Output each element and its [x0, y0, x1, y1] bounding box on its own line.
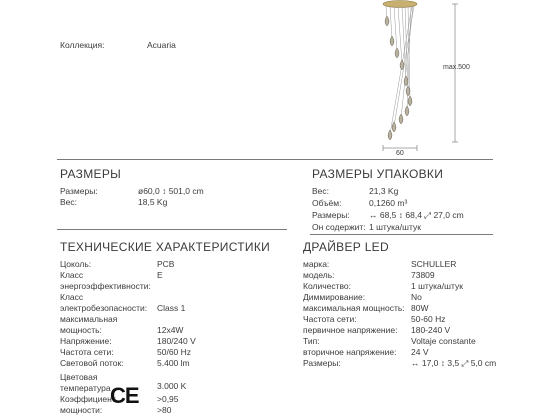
packaging-divider	[310, 234, 493, 235]
row-label: Световой поток:	[60, 358, 124, 368]
row-value: PCB	[157, 259, 175, 269]
technical-table	[60, 259, 300, 419]
technical-heading: ТЕХНИЧЕСКИЕ ХАРАКТЕРИСТИКИ	[60, 240, 271, 254]
row-label: Вес:	[60, 197, 78, 207]
row-value: No	[411, 292, 422, 302]
row-value: E	[157, 270, 163, 280]
row-label: Тип:	[303, 336, 320, 346]
row-label: Количество:	[303, 281, 352, 291]
row-value: 18,5 Kg	[138, 197, 168, 207]
row-label: Размеры:	[60, 186, 98, 196]
row-value: ø60,0 ↕ 501,0 cm	[138, 186, 204, 196]
row-value: 1 штука/штук	[369, 222, 421, 232]
width-dimension-label: 60	[396, 150, 404, 157]
row-label: Цветовая температура	[60, 372, 111, 393]
row-label: Класс электробезопасности:	[60, 292, 148, 313]
row-value: 80W	[411, 303, 429, 313]
row-label: максимальная мощность:	[303, 303, 405, 313]
collection-label: Коллекция:	[60, 40, 105, 50]
height-dimension-label: max.500	[443, 64, 470, 71]
row-label: Объём:	[312, 198, 342, 208]
row-value: 3.000 K	[157, 381, 187, 391]
row-label: Размеры:	[312, 210, 350, 220]
row-label: Частота сети:	[303, 314, 357, 324]
row-value: 180/240 V	[157, 336, 196, 346]
row-label: Коэффициент мощности:	[60, 394, 116, 415]
row-value: 73809	[411, 270, 435, 280]
row-value: 12x4W	[157, 325, 184, 335]
row-value: SCHULLER	[411, 259, 457, 269]
row-value: 24 V	[411, 347, 429, 357]
row-value: ↔ 68,5 ↕ 68,4 ⤢ 27,0 cm	[369, 210, 464, 220]
top-divider	[57, 159, 493, 160]
driver-heading: ДРАЙВЕР LED	[303, 240, 389, 254]
row-label: максимальная мощность:	[60, 314, 118, 335]
collection-value: Acuaria	[147, 40, 176, 50]
row-value: Class 1	[157, 303, 186, 313]
ce-mark-logo: CE	[110, 383, 139, 408]
row-label: Напряжение:	[60, 336, 112, 346]
row-value: >0,95	[157, 394, 179, 404]
row-value: 0,1260 m³	[369, 198, 408, 208]
row-label: Он содержит:	[312, 222, 366, 232]
row-label: первичное напряжение:	[303, 325, 398, 335]
pendant-lamp-drawing	[370, 0, 480, 160]
row-label: Вес:	[312, 186, 330, 196]
row-value: 1 штука/штук	[411, 281, 463, 291]
row-value: 5.400 lm	[157, 358, 190, 368]
row-label: Диммирование:	[303, 292, 366, 302]
row-label: Класс энергоэффективности:	[60, 270, 151, 291]
row-label: марка:	[303, 259, 330, 269]
row-value: 50-60 Hz	[411, 314, 446, 324]
driver-table	[303, 259, 533, 374]
row-label: Размеры:	[303, 358, 341, 368]
packaging-heading: РАЗМЕРЫ УПАКОВКИ	[312, 167, 444, 181]
row-label: вторичное напряжение:	[303, 347, 397, 357]
dimensions-heading: РАЗМЕРЫ	[60, 167, 122, 181]
row-value: 180-240 V	[411, 325, 451, 335]
row-label: Цоколь:	[60, 259, 92, 269]
row-value: ↔ 17,0 ↕ 3,5 ⤢ 5,0 cm	[411, 358, 497, 368]
row-value: 21,3 Kg	[369, 186, 399, 196]
row-value: 50/60 Hz	[157, 347, 192, 357]
row-label: модель:	[303, 270, 335, 280]
row-value: >80	[157, 405, 172, 415]
row-value: Voltaje constante	[411, 336, 476, 346]
row-label: Частота сети:	[60, 347, 114, 357]
dimensions-divider	[57, 229, 287, 230]
